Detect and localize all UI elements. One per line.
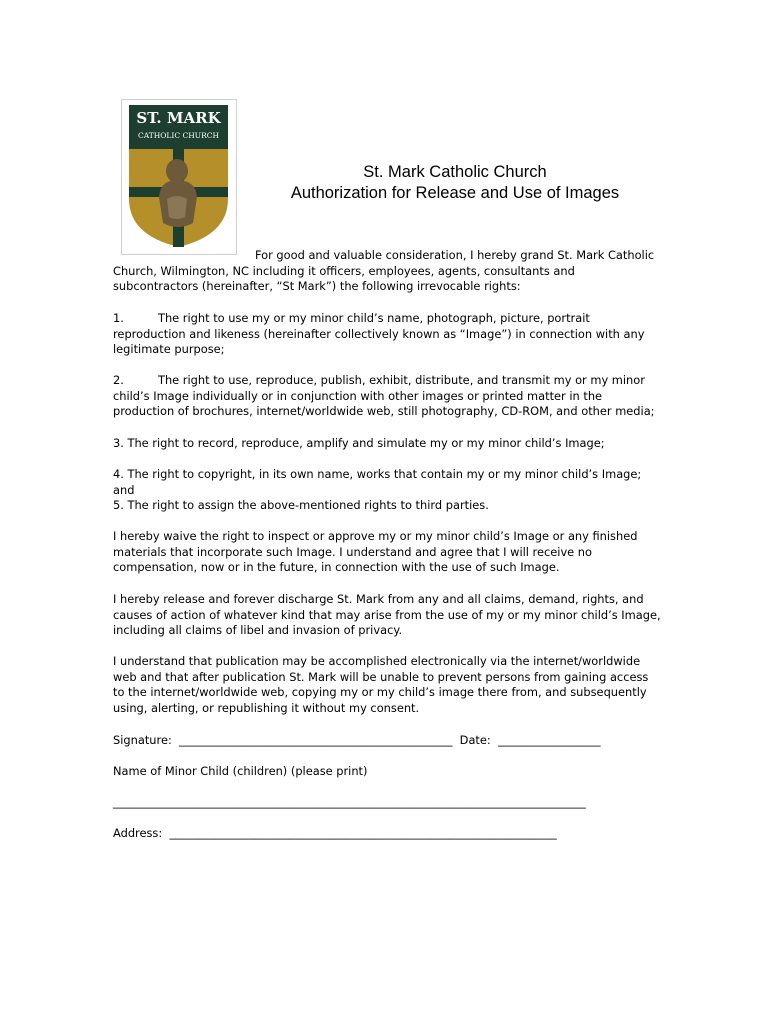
address-label: Address: xyxy=(113,826,163,840)
right-1 xyxy=(113,311,661,358)
document-title xyxy=(250,162,660,204)
release-paragraph: I hereby release and forever discharge St. Mark from any and all claims, demand, rights, and causes of action of whatever kind that may arise from the use of my or my minor child’s Image, including all claims of libel and invasion of privacy. xyxy=(113,592,661,638)
logo-line1: ST. MARK xyxy=(136,109,221,127)
logo-line2: CATHOLIC CHURCH xyxy=(137,131,220,140)
signature-label: Signature: xyxy=(113,733,172,747)
right-2 xyxy=(113,373,661,420)
address-row xyxy=(113,826,557,842)
right-4: 4. The right to copyright, in its own name, works that contain my or my minor child’s Image; and xyxy=(113,467,642,497)
minor-name-field[interactable]: ___________________________________________________________________________________ xyxy=(113,795,586,809)
right-1-text: The right to use my or my minor child’s name, photograph, picture, portrait reproduction and likeness (hereinafter collectively known as “Image”) in connection with any legitimate purpose; xyxy=(113,311,645,357)
date-label: Date: xyxy=(459,733,491,747)
minor-name-label: Name of Minor Child (children) (please print) xyxy=(113,764,368,778)
signature-row xyxy=(113,733,601,749)
right-3: 3. The right to record, reproduce, amplify and simulate my or my minor child’s Image; xyxy=(113,436,605,450)
address-field[interactable]: ____________________________________________________________________ xyxy=(169,826,557,840)
publication-paragraph: I understand that publication may be accomplished electronically via the internet/worldwide web and that after publication St. Mark will be unable to prevent persons from gaining access to the internet/worldwide web, copying my or my child’s image there from, and subsequently using, alerting, or republishing it without my consent. xyxy=(113,654,649,715)
church-logo xyxy=(121,99,237,255)
right-2-number: 2. xyxy=(113,373,124,387)
right-5: 5. The right to assign the above-mentioned rights to third parties. xyxy=(113,498,489,512)
signature-field[interactable]: ________________________________________________ xyxy=(179,733,453,747)
page-subtitle: Authorization for Release and Use of Images xyxy=(290,184,620,202)
church-logo-shield-icon xyxy=(121,99,237,255)
page-title: St. Mark Catholic Church xyxy=(363,163,547,181)
date-field[interactable]: __________________ xyxy=(498,733,601,747)
intro-paragraph: For good and valuable consideration, I hereby grand St. Mark Catholic Church, Wilmington, NC including it officers, employees, agents, consultants and subcontractors (hereinafter, “St Mark”) the following irrevocable rights: xyxy=(113,248,655,294)
waiver-paragraph: I hereby waive the right to inspect or approve my or my minor child’s Image or any finished materials that incorporate such Image. I understand and agree that I will receive no compensation, now or in the future, in connection with the use of such Image. xyxy=(113,529,638,575)
right-1-number: 1. xyxy=(113,311,124,325)
right-2-text: The right to use, reproduce, publish, exhibit, distribute, and transmit my or my minor child’s Image individually or in conjunction with other images or printed matter in the production of brochures, internet/worldwide web, still photography, CD-ROM, and other media; xyxy=(113,373,655,419)
